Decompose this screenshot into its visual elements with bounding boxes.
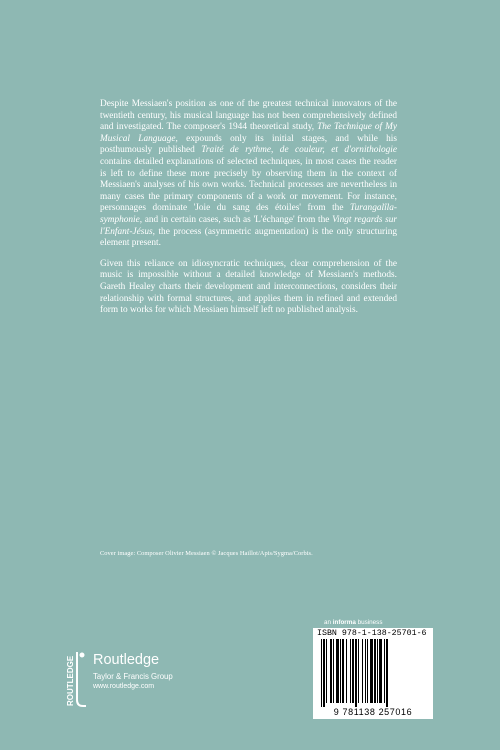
barcode-bar xyxy=(350,639,351,703)
blurb-p1-text-b: , expounds only its initial stages, and while his posthumously published xyxy=(100,133,397,156)
barcode-bar xyxy=(355,639,357,707)
cover-image-credit: Cover image: Composer Olivier Messiaen © Jacques Haillot/Apis/Sygma/Corbis. xyxy=(100,550,313,557)
barcode-bar xyxy=(374,639,376,703)
barcode-bar xyxy=(386,639,388,707)
barcode-bar xyxy=(346,639,347,703)
informa-business-tag: an informa business xyxy=(324,619,383,626)
barcode-bar xyxy=(342,639,344,703)
publisher-group: Taylor & Francis Group xyxy=(93,672,173,681)
routledge-logo xyxy=(63,650,193,710)
routledge-mark-icon xyxy=(63,650,87,708)
blurb-paragraph-1 xyxy=(100,99,397,250)
barcode-bar xyxy=(333,639,334,703)
blurb-p1-text-a: Despite Messiaen's position as one of the greatest technical innovators of the twentieth century, his musical language has not been comprehensively defined and investigated. The composer's 1944 theoretical study, xyxy=(100,99,397,133)
work-title-vingt-regards: Vingt regards sur l'Enfant-Jésus xyxy=(100,214,397,237)
book-title-technique: The Technique of My Musical Language xyxy=(100,122,397,144)
barcode-bar xyxy=(362,639,363,703)
barcode-bar xyxy=(358,639,359,703)
barcode-bar xyxy=(377,639,378,703)
blurb-paragraph-2: Given this reliance on idiosyncratic techniques, clear comprehension of the music is impossible without a detailed knowledge of Messiaen's methods. Gareth Healey charts their development and interconnections, considers their relationship with formal structures, and applies them in refined and extended form to works for which Messiaen himself left no published analysis. xyxy=(100,258,397,316)
isbn-label: ISBN 978-1-138-25701-6 xyxy=(317,629,427,638)
barcode-bar xyxy=(330,639,332,703)
publisher-name: Routledge xyxy=(93,652,160,668)
barcode-bars xyxy=(321,639,425,707)
barcode-bar xyxy=(370,639,373,703)
barcode-bar xyxy=(352,639,354,703)
blurb-p1-text-d: , and in certain cases, such as 'L'échange' from the xyxy=(139,214,333,225)
barcode-bar xyxy=(321,639,322,707)
routledge-vertical-mark: ROUTLEDGE xyxy=(66,655,75,706)
isbn-digits: 9 781138 257016 xyxy=(333,707,413,717)
barcode-bar xyxy=(336,639,339,703)
blurb-p1-text-e: , the process (asymmetric augmentation) is the only structuring element present. xyxy=(100,226,397,249)
work-title-turangalila: Turangalîla-symphonie xyxy=(100,203,397,225)
barcode-bar xyxy=(379,639,382,703)
barcode-bar xyxy=(384,639,385,703)
publisher-url: www.routledge.com xyxy=(93,683,155,690)
blurb-text xyxy=(100,99,397,326)
barcode-bar xyxy=(340,639,341,703)
informa-brand: informa xyxy=(332,619,356,626)
barcode-bar xyxy=(365,639,366,703)
barcode-bar xyxy=(367,639,368,703)
barcode-bar xyxy=(326,639,327,703)
book-title-traite: Traité de rythme, de couleur, et d'ornithologie xyxy=(201,145,397,156)
blurb-p1-text-c: contains detailed explanations of selected techniques, in most cases the reader is left to define these more precisely by observing them in the context of Messiaen's analyses of his own works. Technical processes are nevertheless in many cases the primary components of a work or movement. For instance, personnages dominate 'Joie du sang des étoiles' from the xyxy=(100,156,397,214)
barcode-bar xyxy=(323,639,325,707)
isbn-barcode xyxy=(313,628,433,719)
